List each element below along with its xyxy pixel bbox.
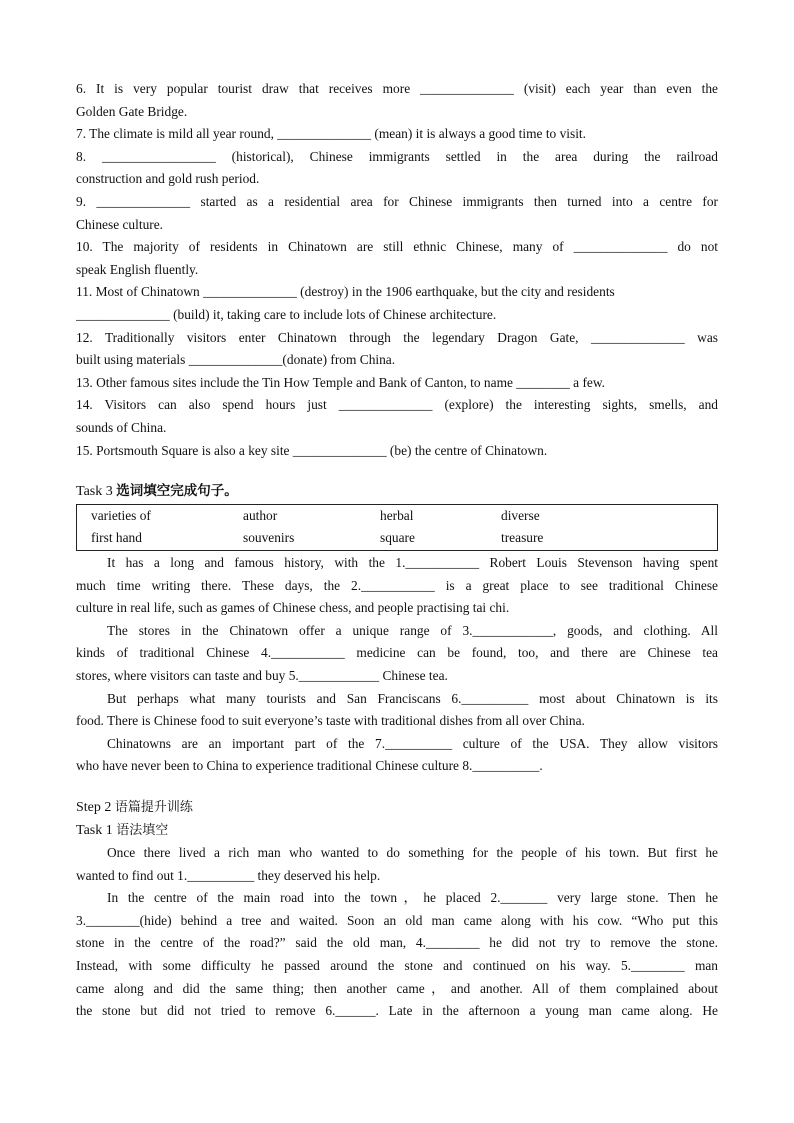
word-bank-word: treasure [501, 530, 544, 546]
step2-title-cn: 语篇提升训练 [114, 800, 193, 816]
word-bank-word: author [243, 508, 278, 524]
passage-line: kinds of traditional Chinese 4.___________ medicine can be found, too, and there are Chinese tea [76, 645, 718, 661]
exercise-line: 15. Portsmouth Square is also a key site ______________ (be) the centre of Chinatown. [76, 442, 548, 458]
worksheet-page [76, 78, 718, 1023]
passage-line: In the centre of the main road into the town，he placed 2._______ very large stone. Then he [107, 890, 718, 906]
exercise-line: sounds of China. [76, 419, 167, 435]
word-bank-word: souvenirs [243, 530, 295, 546]
exercise-line: ______________ (build) it, taking care to include lots of Chinese architecture. [76, 306, 497, 322]
passage-line: much time writing there. These days, the 2.___________ is a great place to see traditional Chinese [76, 577, 718, 593]
passage-line: But perhaps what many tourists and San Franciscans 6.__________ most about Chinatown is its [107, 690, 718, 706]
word-bank-word: herbal [380, 508, 414, 524]
passage-line: Once there lived a rich man who wanted to do something for the people of his town. But first he [107, 845, 718, 861]
exercise-line: Chinese culture. [76, 216, 164, 232]
grammar-fill-passage [76, 842, 718, 1023]
passage-line: The stores in the Chinatown offer a unique range of 3.____________, goods, and clothing. All [107, 622, 718, 638]
task1-title-prefix: Task 1 [76, 823, 117, 839]
passage-line: the stone but did not tried to remove 6.______. Late in the afternoon a young man came along. He [76, 1003, 718, 1019]
exercise-line: speak English fluently. [76, 261, 199, 277]
exercise-line: 7. The climate is mild all year round, ______________ (mean) it is always a good time to visit. [76, 126, 586, 142]
word-bank-row [91, 527, 717, 549]
step2-title-prefix: Step 2 [76, 800, 115, 816]
task1-heading [76, 819, 718, 842]
passage-line: It has a long and famous history, with the 1.___________ Robert Louis Stevenson having spent [107, 555, 718, 571]
passage-line: culture in real life, such as games of Chinese chess, and people practising tai chi. [76, 600, 510, 616]
exercise-line: 8. _________________ (historical), Chinese immigrants settled in the area during the railroad [76, 148, 718, 164]
word-bank-box [76, 504, 718, 551]
exercise-line: 13. Other famous sites include the Tin How Temple and Bank of Canton, to name ________ a few. [76, 374, 606, 390]
word-bank-word: square [380, 530, 415, 546]
task1-title-cn: 语法填空 [116, 823, 169, 839]
word-bank-word: first hand [91, 530, 142, 546]
word-bank-word: varieties of [91, 508, 151, 524]
passage-line: stores, where visitors can taste and buy 5.____________ Chinese tea. [76, 668, 448, 684]
passage-line: 3.________(hide) behind a tree and waited. Soon an old man came along with his cow. “Who put this [76, 912, 718, 928]
passage-line: came along and did the same thing; then another came，and another. All of them complained about [76, 980, 718, 996]
word-bank-word: diverse [501, 508, 540, 524]
exercise-line: built using materials ______________(donate) from China. [76, 352, 396, 368]
passage-line: wanted to find out 1.__________ they deserved his help. [76, 867, 381, 883]
exercise-line: 14. Visitors can also spend hours just ______________ (explore) the interesting sights, smells, and [76, 397, 718, 413]
task3-title-prefix: Task 3 [76, 484, 117, 500]
passage-line: stone in the centre of the road?” said the old man, 4.________ he did not try to remove the stone. [76, 935, 718, 951]
exercise-line: 9. ______________ started as a residential area for Chinese immigrants then turned into a centre for [76, 193, 718, 209]
exercise-line: 12. Traditionally visitors enter Chinatown through the legendary Dragon Gate, ______________ was [76, 329, 718, 345]
task3-heading [76, 480, 718, 503]
exercise-line: construction and gold rush period. [76, 171, 260, 187]
task3-passage [76, 552, 718, 778]
exercise-line: Golden Gate Bridge. [76, 103, 188, 119]
passage-line: Chinatowns are an important part of the 7.__________ culture of the USA. They allow visitors [107, 735, 718, 751]
step2-heading [76, 796, 718, 819]
exercise-line: 10. The majority of residents in Chinatown are still ethnic Chinese, many of ______________ do not [76, 239, 718, 255]
word-bank-row [91, 505, 717, 527]
passage-line: who have never been to China to experience traditional Chinese culture 8.__________. [76, 758, 543, 774]
passage-line: Instead, with some difficulty he passed around the stone and continued on his way. 5.________ man [76, 958, 718, 973]
exercise-line: 11. Most of Chinatown ______________ (destroy) in the 1906 earthquake, but the city and residents [76, 284, 615, 300]
passage-line: food. There is Chinese food to suit everyone’s taste with traditional dishes from all over China. [76, 713, 585, 729]
exercise-line: 6. It is very popular tourist draw that receives more ______________ (visit) each year than even the [76, 81, 718, 96]
task3-title-cn: 选词填空完成句子。 [116, 483, 238, 500]
task2-exercise-items [76, 78, 718, 462]
